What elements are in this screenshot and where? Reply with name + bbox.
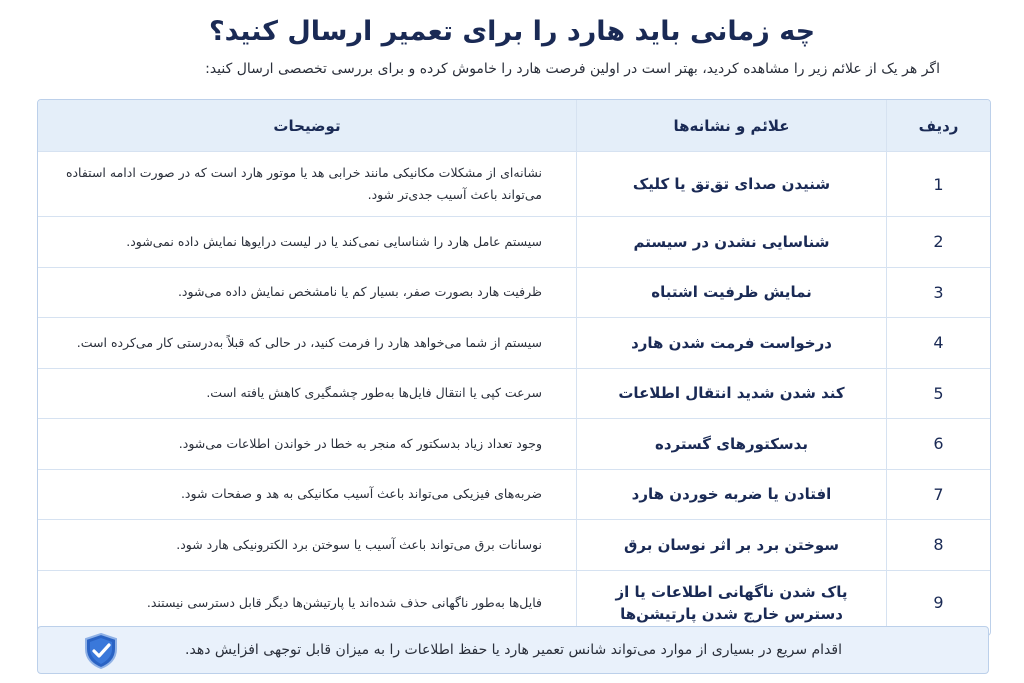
row-index: 8: [886, 520, 990, 570]
table-row: [38, 520, 990, 571]
table-row: [38, 268, 990, 319]
table-row: [38, 470, 990, 521]
table-row: [38, 419, 990, 470]
row-index: 4: [886, 318, 990, 368]
row-description: نشانه‌ای از مشکلات مکانیکی مانند خرابی هد یا موتور هارد است که در صورت ادامه استفاده می‌تواند باعث آسیب جدی‌تر شود.: [65, 165, 542, 202]
row-description: سرعت کپی یا انتقال فایل‌ها به‌طور چشمگیری کاهش یافته است.: [206, 385, 542, 401]
row-symptom: افتادن یا ضربه خوردن هارد: [576, 470, 886, 520]
row-symptom: بدسکتورهای گسترده: [576, 419, 886, 469]
row-description: نوسانات برق می‌تواند باعث آسیب یا سوختن برد الکترونیکی هارد شود.: [176, 536, 542, 552]
table-row: [38, 318, 990, 369]
column-header-description: توضیحات: [273, 116, 341, 135]
table-row: [38, 571, 990, 635]
row-symptom: سوختن برد بر اثر نوسان برق: [576, 520, 886, 570]
row-description: ظرفیت هارد بصورت صفر، بسیار کم یا نامشخص نمایش داده می‌شود.: [177, 284, 542, 300]
row-symptom: پاک شدن ناگهانی اطلاعات یا از دسترس خارج شدن پارتیشن‌ها: [576, 571, 886, 635]
table-header-row: [38, 100, 990, 152]
row-description: فایل‌ها به‌طور ناگهانی حذف شده‌اند یا پارتیشن‌ها دیگر قابل دسترسی نیستند.: [146, 594, 542, 610]
row-description: ضربه‌های فیزیکی می‌تواند باعث آسیب مکانیکی به هد و صفحات شود.: [180, 486, 542, 502]
column-header-symptoms: علائم و نشانه‌ها: [576, 100, 886, 151]
row-symptom: شناسایی نشدن در سیستم: [576, 217, 886, 267]
footer-note: [37, 626, 989, 674]
row-index: 7: [886, 470, 990, 520]
row-description: سیستم عامل هارد را شناسایی نمی‌کند یا در لیست درایوها نمایش داده نمی‌شود.: [126, 233, 542, 249]
row-index: 5: [886, 369, 990, 419]
row-index: 3: [886, 268, 990, 318]
row-index: 6: [886, 419, 990, 469]
table-row: [38, 369, 990, 420]
row-symptom: شنیدن صدای تق‌تق یا کلیک: [576, 152, 886, 216]
row-index: 9: [886, 571, 990, 635]
table-row: [38, 152, 990, 217]
row-symptom: نمایش ظرفیت اشتباه: [576, 268, 886, 318]
shield-check-icon: [84, 633, 118, 669]
row-symptom: کند شدن شدید انتقال اطلاعات: [576, 369, 886, 419]
row-index: 2: [886, 217, 990, 267]
table-row: [38, 217, 990, 268]
row-description: سیستم از شما می‌خواهد هارد را فرمت کنید، در حالی که قبلاً به‌درستی کار می‌کرده است.: [76, 334, 542, 350]
column-header-index: ردیف: [886, 100, 990, 151]
symptoms-table: [37, 99, 991, 636]
page-title: چه زمانی باید هارد را برای تعمیر ارسال کنید؟: [208, 16, 816, 47]
row-symptom: درخواست فرمت شدن هارد: [576, 318, 886, 368]
footer-text: اقدام سریع در بسیاری از موارد می‌تواند شانس تعمیر هارد یا حفظ اطلاعات را به میزان قابل توجهی افزایش دهد.: [185, 642, 842, 658]
row-description: وجود تعداد زیاد بدسکتور که منجر به خطا در خواندن اطلاعات می‌شود.: [178, 435, 542, 451]
row-index: 1: [886, 152, 990, 216]
page-subtitle: اگر هر یک از علائم زیر را مشاهده کردید، بهتر است در اولین فرصت هارد را خاموش کرده و برای بررسی تخصصی ارسال کنید:: [205, 61, 940, 77]
